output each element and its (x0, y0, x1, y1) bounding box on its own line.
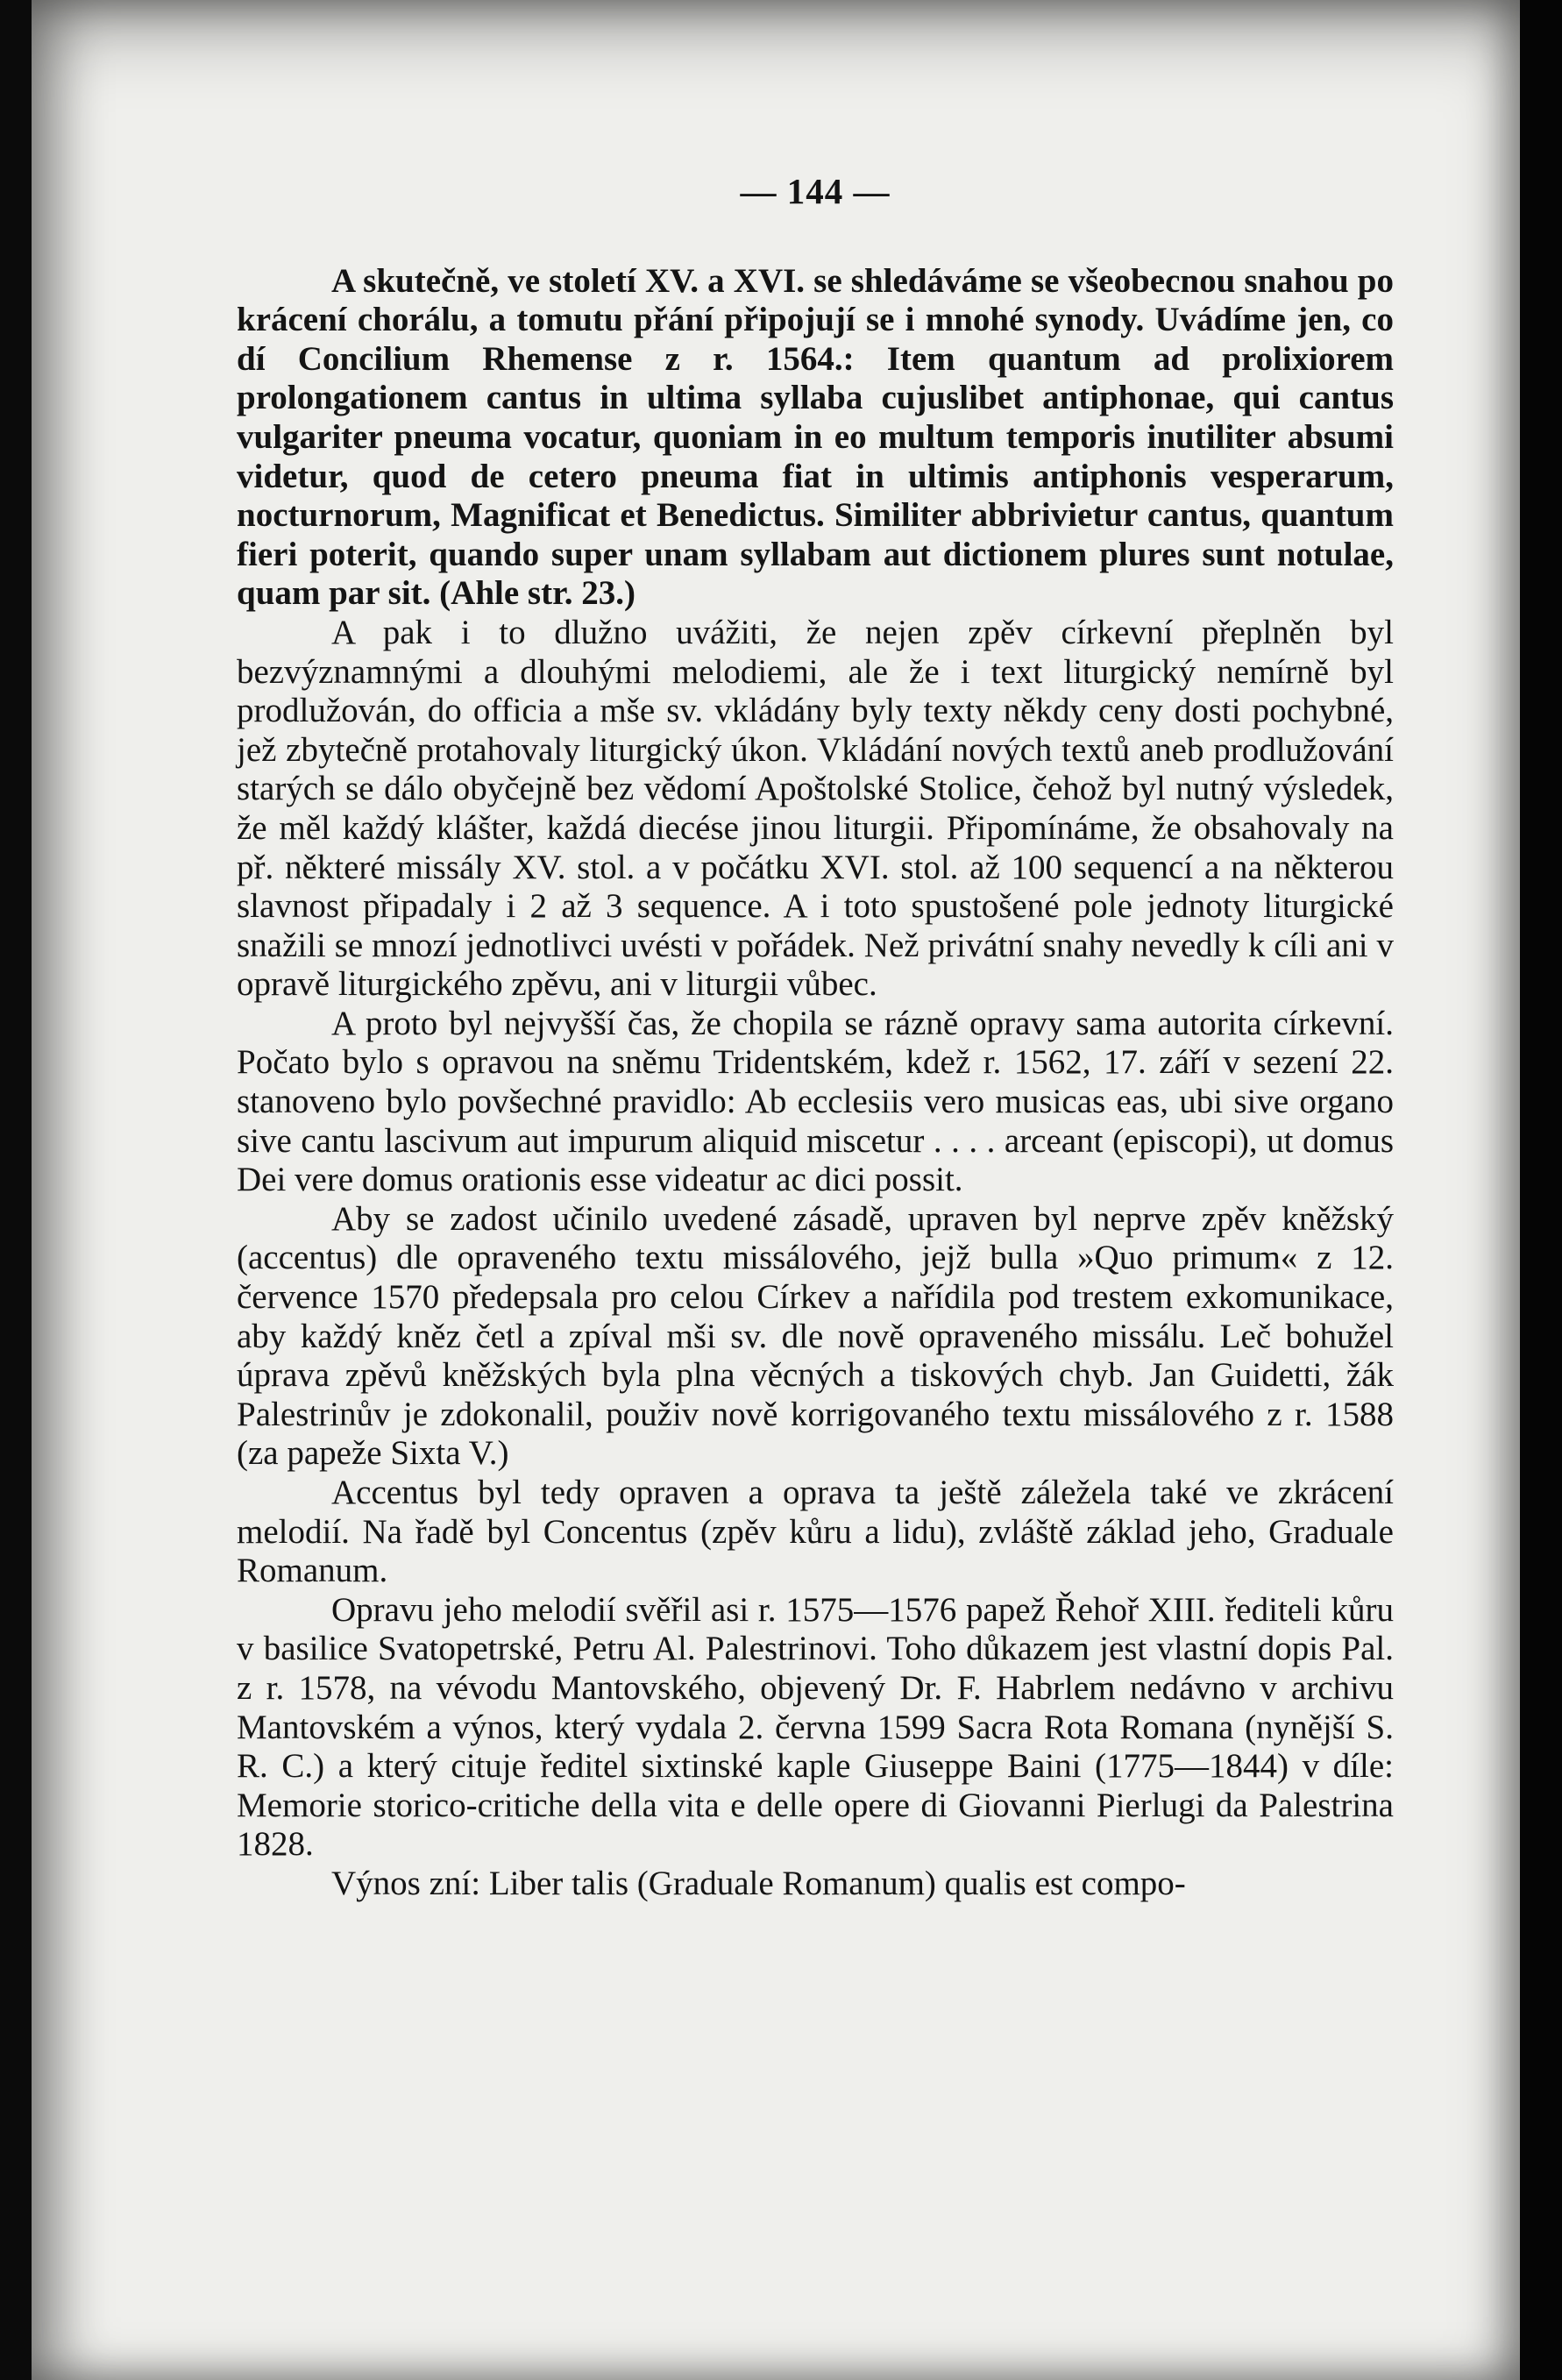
paragraph-7: Výnos zní: Liber talis (Graduale Romanum) qualis est compo- (331, 1864, 1186, 1902)
page-text-block (237, 172, 1394, 1904)
paragraph-3: A proto byl nejvyšší čas, že chopila se rázně opravy sama autorita církevní. Počato bylo s opravou na sněmu Tridentském, kdež r. 1562, 17. září v sezení 22. stanoveno bylo povšechné pravidlo: Ab ecclesiis vero musicas eas, ubi sive organo sive cantu lascivum aut impurum aliquid miscetur . . . . arceant (episcopi), ut domus Dei vere domus orationis esse videatur ac dici possit. (237, 1004, 1394, 1199)
page-number: — 144 — (740, 171, 891, 211)
paragraph-5: Accentus byl tedy opraven a oprava ta ještě záležela také ve zkrácení melodií. Na řadě byl Concentus (zpěv kůru a lidu), zvláště základ jeho, Graduale Romanum. (237, 1474, 1394, 1590)
paragraph-6: Opravu jeho melodií svěřil asi r. 1575—1576 papež Řehoř XIII. řediteli kůru v basilice Svatopetrské, Petru Al. Palestrinovi. Toho důkazem jest vlastní dopis Pal. z r. 1578, na vévodu Mantovského, objevený Dr. F. Habrlem nedávno v archivu Mantovském a výnos, který vydala 2. června 1599 Sacra Rota Romana (nynější S. R. C.) a který cituje ředitel sixtinské kaple Giuseppe Baini (1775—1844) v díle: Memorie storico-critiche della vita e delle opere di Giovanni Pierlugi da Palestrina 1828. (237, 1590, 1394, 1864)
paragraph-1: A skutečně, ve století XV. a XVI. se shledáváme se všeobecnou snahou po krácení chorálu, a tomutu přání připojují se i mnohé synody. Uvádíme jen, co dí Concilium Rhemense z r. 1564.: Item quantum ad prolixiorem prolongationem cantus in ultima syllaba cujuslibet antiphonae, qui cantus vulgariter pneuma vocatur, quoniam in eo multum temporis inutiliter absumi videtur, quod de cetero pneuma fiat in ultimis antiphonis vesperarum, nocturnorum, Magnificat et Benedictus. Similiter abbrivietur cantus, quantum fieri poterit, quando super unam syllabam aut dictionem plures sunt notulae, quam par sit. (Ahle str. 23.) (237, 261, 1394, 613)
paragraph-4: Aby se zadost učinilo uvedené zásadě, upraven byl neprve zpěv kněžský (accentus) dle opraveného textu missálového, jejž bulla »Quo primum« z 12. července 1570 předepsala pro celou Církev a nařídila pod trestem exkomunikace, aby každý kněz četl a zpíval mši sv. dle nově opraveného missálu. Leč bohužel úprava zpěvů kněžských byla plna věcných a tiskových chyb. Jan Guidetti, žák Palestrinův je zdokonalil, použiv nově korrigovaného textu missálového z r. 1588 (za papeže Sixta V.) (237, 1199, 1394, 1473)
scan-border (1520, 0, 1562, 2380)
scanned-page (32, 0, 1520, 2380)
paragraph-2: A pak i to dlužno uvážiti, že nejen zpěv církevní přeplněn byl bezvýznamnými a dlouhými melodiemi, ale že i text liturgický nemírně byl prodlužován, do officia a mše sv. vkládány byly texty někdy ceny dosti pochybné, jež zbytečně protahovaly liturgický úkon. Vkládání nových textů aneb prodlužování starých se dálo obyčejně bez vědomí Apoštolské Stolice, čehož byl nutný výsledek, že měl každý klášter, každá diecése jinou liturgii. Připomínáme, že obsahovaly na př. některé missály XV. stol. a v počátku XVI. stol. až 100 sequencí a na některou slavnost připadaly i 2 až 3 sequence. A i toto spustošené pole jednoty liturgické snažili se mnozí jednotlivci uvésti v pořádek. Než privátní snahy nevedly k cíli ani v opravě liturgického zpěvu, ani v liturgii vůbec. (237, 613, 1394, 1004)
